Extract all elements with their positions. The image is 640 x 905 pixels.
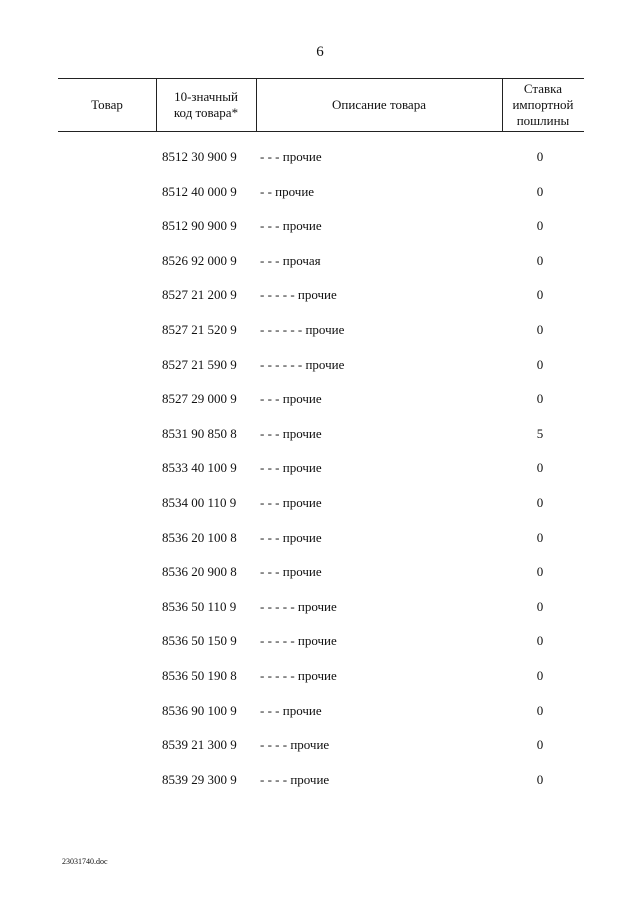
header-rate-line2: импортной [512, 96, 574, 112]
table-header-bottom-rule [58, 131, 584, 132]
table-row [0, 278, 640, 313]
table-row [0, 486, 640, 521]
import-duty-rate: 0 [536, 252, 544, 268]
product-code: 8536 50 190 8 [162, 668, 237, 683]
product-code: 8526 92 000 9 [162, 252, 237, 268]
table-row [0, 348, 640, 383]
product-code: 8527 21 520 9 [162, 322, 237, 337]
product-code: 8527 29 000 9 [162, 391, 237, 407]
header-product [58, 78, 156, 131]
header-product-label: Товар [91, 96, 123, 112]
product-code: 8527 21 590 9 [162, 356, 237, 372]
table-row [0, 521, 640, 556]
product-code: 8512 90 900 9 [162, 218, 237, 234]
table-row [0, 209, 640, 244]
import-duty-rate: 0 [536, 598, 544, 614]
import-duty-rate: 0 [536, 218, 544, 234]
header-rate-line1: Ставка [523, 80, 563, 96]
product-description: - - - прочие [260, 564, 322, 580]
product-code: 8536 20 900 8 [162, 564, 237, 580]
header-rate-line3: пошлины [516, 112, 570, 128]
product-code: 8534 00 110 9 [162, 495, 237, 510]
table-row [0, 175, 640, 210]
product-code: 8527 21 200 9 [162, 287, 237, 303]
product-description: - - - - - прочие [260, 287, 337, 303]
import-duty-rate: 0 [536, 737, 544, 753]
product-description: - - - прочие [260, 702, 322, 718]
import-duty-rate: 0 [536, 287, 544, 303]
header-code [156, 78, 256, 131]
import-duty-rate: 0 [536, 633, 544, 649]
document-filename: 23031740.doc [62, 857, 108, 866]
header-rate [502, 78, 584, 131]
import-duty-rate: 0 [536, 668, 544, 683]
product-description: - - - - - прочие [260, 598, 337, 614]
product-code: 8533 40 100 9 [162, 460, 237, 476]
product-description: - - - - - - прочие [260, 356, 345, 372]
import-duty-rate: 0 [536, 529, 544, 545]
import-duty-rate: 0 [536, 356, 544, 372]
table-row [0, 694, 640, 729]
product-code: 8536 50 110 9 [162, 598, 237, 614]
table-row [0, 624, 640, 659]
table-row [0, 728, 640, 763]
table-row [0, 244, 640, 279]
table-row [0, 382, 640, 417]
product-description: - - - прочие [260, 149, 322, 164]
product-description: - - - - - прочие [260, 668, 337, 683]
product-description: - - - - прочие [260, 737, 330, 753]
table-row [0, 659, 640, 694]
table-row [0, 451, 640, 486]
product-description: - - - прочие [260, 460, 322, 476]
product-description: - - - прочие [260, 218, 322, 234]
header-description-label: Описание товара [332, 96, 426, 112]
product-description: - - прочие [260, 183, 315, 199]
product-code: 8512 40 000 9 [162, 183, 237, 199]
page-number: 6 [316, 44, 324, 60]
import-duty-rate: 0 [536, 322, 544, 337]
header-description [256, 78, 502, 131]
import-duty-rate: 0 [536, 149, 544, 164]
table-row [0, 590, 640, 625]
product-description: - - - прочие [260, 495, 322, 510]
table-row [0, 555, 640, 590]
import-duty-rate: 0 [536, 702, 544, 718]
product-code: 8539 21 300 9 [162, 737, 237, 753]
product-description: - - - прочие [260, 391, 322, 407]
product-code: 8536 90 100 9 [162, 702, 237, 718]
product-description: - - - прочая [260, 252, 321, 268]
product-code: 8536 20 100 8 [162, 529, 237, 545]
product-code: 8539 29 300 9 [162, 771, 237, 787]
product-code: 8536 50 150 9 [162, 633, 237, 649]
import-duty-rate: 0 [536, 771, 544, 787]
product-description: - - - - - прочие [260, 633, 337, 649]
import-duty-rate: 0 [536, 183, 544, 199]
product-code: 8512 30 900 9 [162, 149, 237, 164]
import-duty-rate: 5 [536, 425, 544, 441]
product-description: - - - прочие [260, 529, 322, 545]
table-row [0, 417, 640, 452]
import-duty-rate: 0 [536, 391, 544, 407]
header-code-line2: код товара* [173, 104, 239, 120]
product-description: - - - - - - прочие [260, 322, 345, 337]
product-description: - - - прочие [260, 425, 322, 441]
import-duty-rate: 0 [536, 564, 544, 580]
header-code-line1: 10-значный [174, 88, 238, 104]
table-row [0, 313, 640, 348]
import-duty-rate: 0 [536, 460, 544, 476]
import-duty-rate: 0 [536, 495, 544, 510]
product-code: 8531 90 850 8 [162, 425, 237, 441]
product-description: - - - - прочие [260, 771, 330, 787]
table-row [0, 140, 640, 175]
table-row [0, 763, 640, 798]
